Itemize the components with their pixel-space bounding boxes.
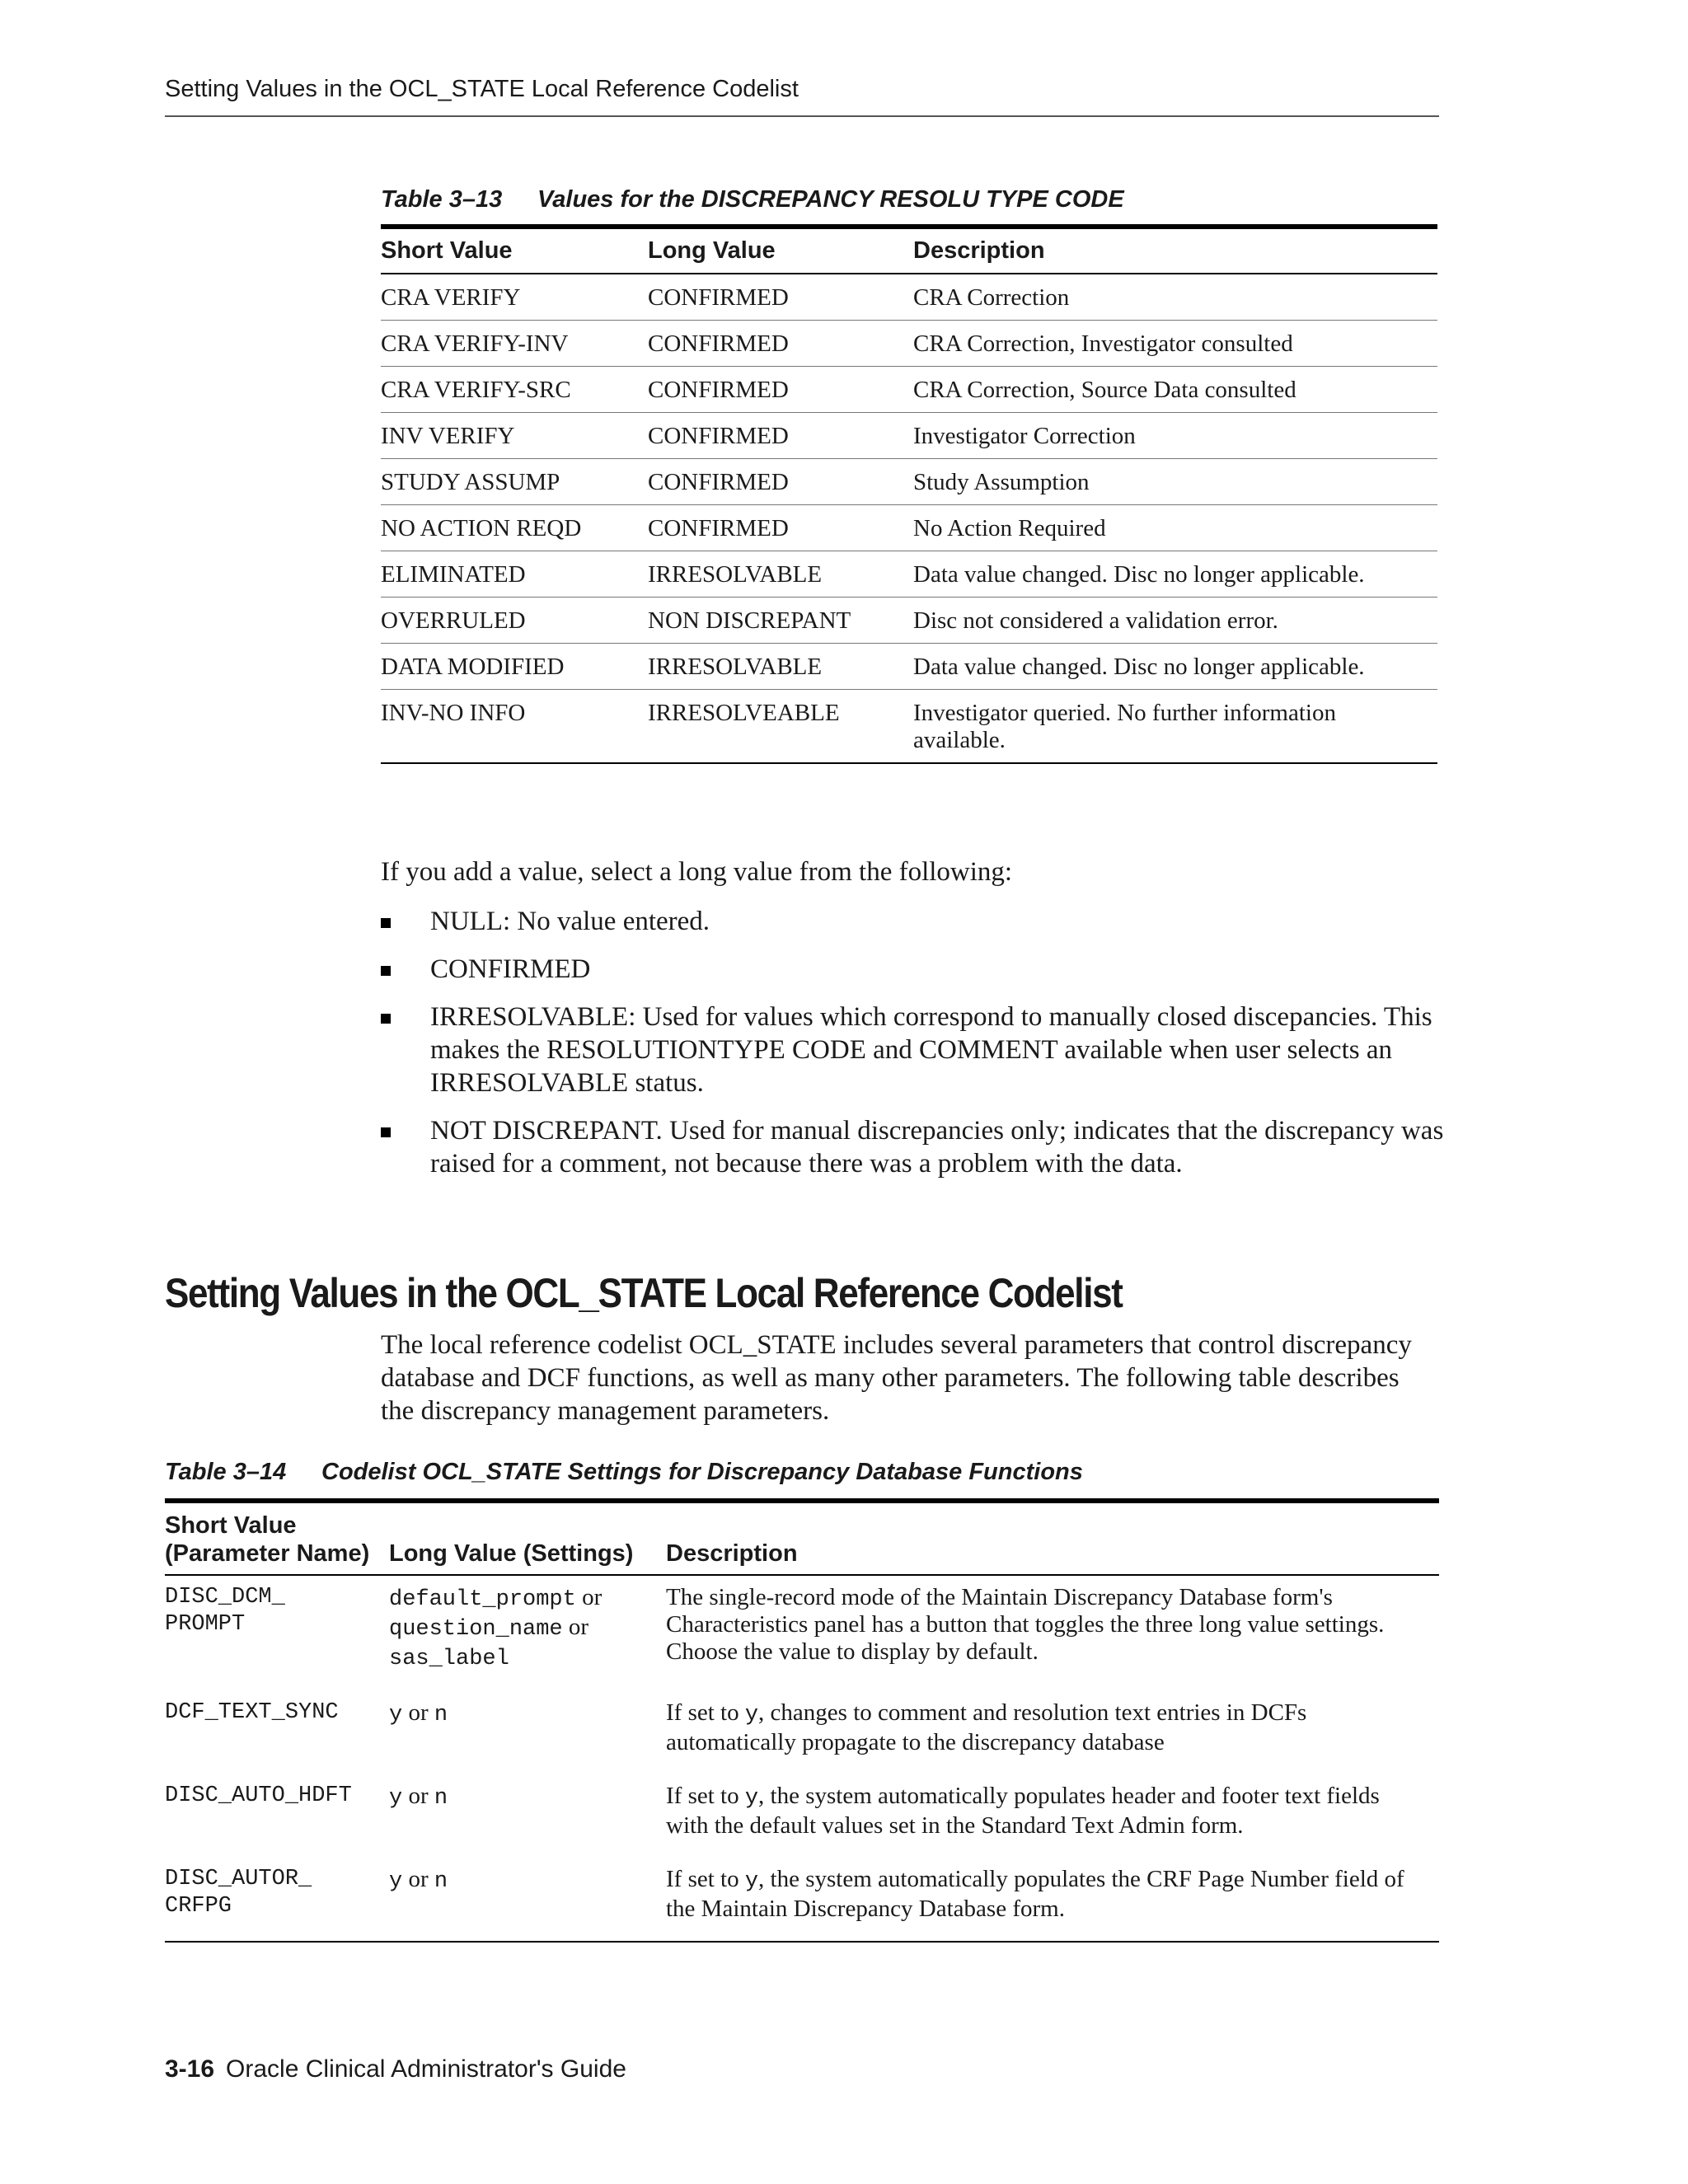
description-code: y — [744, 1786, 759, 1811]
setting-value: n — [434, 1703, 448, 1727]
description-cell: CRA Correction — [913, 274, 1437, 321]
bullet-square-icon — [381, 1127, 391, 1137]
description-cell: Data value changed. Disc no longer applicable. — [913, 551, 1437, 598]
setting-value: y — [389, 1703, 403, 1727]
column-header-short-value: Short Value (Parameter Name) — [165, 1501, 389, 1575]
setting-separator: or — [402, 1783, 434, 1809]
short-value-cell: STUDY ASSUMP — [381, 459, 648, 505]
short-value-cell: OVERRULED — [381, 598, 648, 644]
long-value-cell: CONFIRMED — [648, 321, 913, 367]
table-13-caption — [381, 186, 1124, 213]
setting-separator: or — [402, 1699, 434, 1726]
settings-cell — [389, 1691, 666, 1774]
short-value-cell: CRA VERIFY-INV — [381, 321, 648, 367]
table-row — [381, 367, 1437, 413]
column-header-description: Description — [666, 1501, 1439, 1575]
book-title: Oracle Clinical Administrator's Guide — [226, 2055, 626, 2083]
parameter-name-cell: DISC_DCM_ PROMPT — [165, 1585, 285, 1637]
description-cell: The single-record mode of the Maintain Discrepancy Database form's Characteristics panel has a button that toggles the three long value settings. Choose the value to display by default. — [666, 1584, 1385, 1665]
list-item — [381, 1001, 1444, 1099]
intro-paragraph: If you add a value, select a long value from the following: — [381, 857, 1013, 887]
running-header: Setting Values in the OCL_STATE Local Reference Codelist — [165, 76, 799, 102]
setting-value: n — [434, 1869, 448, 1894]
description-cell — [666, 1774, 1439, 1858]
description-cell: Investigator queried. No further information available. — [913, 700, 1336, 753]
short-value-cell: INV VERIFY — [381, 413, 648, 459]
setting-value: y — [389, 1786, 403, 1811]
column-header-long-value: Long Value (Settings) — [389, 1501, 666, 1575]
table-row — [381, 505, 1437, 551]
table-row — [381, 459, 1437, 505]
settings-cell — [389, 1575, 666, 1691]
list-item-text: IRRESOLVABLE: Used for values which correspond to manually closed discepancies. This makes the RESOLUTIONTYPE CODE and COMMENT available when user selects an IRRESOLVABLE status. — [430, 1002, 1432, 1098]
column-header-short-value: Short Value — [381, 227, 648, 274]
long-value-bullet-list — [381, 905, 1444, 1195]
setting-value: question_name — [389, 1617, 563, 1642]
short-value-cell: DATA MODIFIED — [381, 644, 648, 690]
table-row — [381, 274, 1437, 321]
description-cell — [666, 1858, 1439, 1942]
description-cell: Investigator Correction — [913, 413, 1437, 459]
bullet-square-icon — [381, 1014, 391, 1024]
parameter-name-cell: DISC_AUTOR_ CRFPG — [165, 1867, 312, 1919]
setting-value: sas_label — [389, 1647, 509, 1671]
column-header-description: Description — [913, 227, 1437, 274]
setting-separator: or — [402, 1866, 434, 1892]
description-cell: Study Assumption — [913, 459, 1437, 505]
long-value-cell: CONFIRMED — [648, 413, 913, 459]
description-cell — [666, 1691, 1439, 1774]
table-13-number: Table 3–13 — [381, 186, 503, 213]
table-row — [165, 1691, 1439, 1774]
column-header-long-value: Long Value — [648, 227, 913, 274]
long-value-cell: CONFIRMED — [648, 505, 913, 551]
table-14-caption — [165, 1459, 1083, 1486]
setting-separator: or — [562, 1614, 589, 1640]
description-text: , changes to comment and resolution text entries in DCFs automatically propagate to the discrepancy database — [666, 1699, 1307, 1755]
table-header-row — [165, 1501, 1439, 1575]
description-cell: CRA Correction, Source Data consulted — [913, 367, 1437, 413]
list-item-text: NOT DISCREPANT. Used for manual discrepancies only; indicates that the discrepancy was raised for a comment, not because there was a problem with the data. — [430, 1116, 1444, 1179]
setting-separator: or — [575, 1584, 603, 1610]
description-text: If set to — [666, 1866, 745, 1892]
long-value-cell: IRRESOLVABLE — [648, 644, 913, 690]
description-text: If set to — [666, 1699, 745, 1726]
page-footer — [165, 2055, 626, 2083]
table-row — [381, 644, 1437, 690]
table-row — [381, 551, 1437, 598]
table-row — [381, 321, 1437, 367]
table-row — [165, 1575, 1439, 1691]
description-cell: Data value changed. Disc no longer applicable. — [913, 644, 1437, 690]
settings-cell — [389, 1774, 666, 1858]
table-row — [381, 598, 1437, 644]
description-text: , the system automatically populates header and footer text fields with the default values set in the Standard Text Admin form. — [666, 1783, 1380, 1839]
settings-cell — [389, 1858, 666, 1942]
page-number: 3-16 — [165, 2055, 215, 2083]
description-cell: Disc not considered a validation error. — [913, 598, 1437, 644]
short-value-cell: CRA VERIFY — [381, 274, 648, 321]
table-header-row — [381, 227, 1437, 274]
header-divider — [165, 115, 1439, 117]
list-item — [381, 1114, 1444, 1180]
long-value-cell: NON DISCREPANT — [648, 598, 913, 644]
long-value-cell: CONFIRMED — [648, 274, 913, 321]
setting-value: n — [434, 1786, 448, 1811]
table-row — [165, 1774, 1439, 1858]
section-paragraph: The local reference codelist OCL_STATE includes several parameters that control discrepancy database and DCF functions, as well as many other parameters. The following table describes the discrepancy management parameters. — [381, 1330, 1412, 1426]
table-13-title: Values for the DISCREPANCY RESOLU TYPE CODE — [537, 186, 1124, 213]
section-heading: Setting Values in the OCL_STATE Local Reference Codelist — [165, 1270, 1123, 1316]
ocl-state-settings-table — [165, 1498, 1439, 1943]
setting-value: default_prompt — [389, 1587, 576, 1612]
bullet-square-icon — [381, 966, 391, 976]
table-row — [165, 1858, 1439, 1942]
list-item — [381, 905, 1444, 938]
short-value-cell: CRA VERIFY-SRC — [381, 367, 648, 413]
short-value-cell: INV-NO INFO — [381, 700, 526, 726]
long-value-cell: CONFIRMED — [648, 459, 913, 505]
table-row — [381, 413, 1437, 459]
bullet-square-icon — [381, 918, 391, 928]
long-value-cell: IRRESOLVEABLE — [648, 700, 840, 726]
list-item-text: NULL: No value entered. — [430, 907, 710, 936]
description-text: , the system automatically populates the CRF Page Number field of the Maintain Discrepancy Database form. — [666, 1866, 1404, 1922]
parameter-name-cell: DISC_AUTO_HDFT — [165, 1783, 352, 1808]
parameter-name-cell: DCF_TEXT_SYNC — [165, 1700, 339, 1725]
description-cell: No Action Required — [913, 505, 1437, 551]
description-text: If set to — [666, 1783, 745, 1809]
description-code: y — [744, 1869, 759, 1894]
long-value-cell: CONFIRMED — [648, 367, 913, 413]
setting-value: y — [389, 1869, 403, 1894]
short-value-cell: ELIMINATED — [381, 551, 648, 598]
table-14-title: Codelist OCL_STATE Settings for Discrepancy Database Functions — [321, 1459, 1083, 1485]
discrepancy-resolution-type-table — [381, 224, 1437, 764]
table-14-number: Table 3–14 — [165, 1459, 287, 1485]
long-value-cell: IRRESOLVABLE — [648, 551, 913, 598]
description-cell: CRA Correction, Investigator consulted — [913, 321, 1437, 367]
short-value-cell: NO ACTION REQD — [381, 505, 648, 551]
list-item-text: CONFIRMED — [430, 954, 591, 984]
list-item — [381, 953, 1444, 986]
description-code: y — [744, 1703, 759, 1727]
table-row — [381, 690, 1437, 764]
